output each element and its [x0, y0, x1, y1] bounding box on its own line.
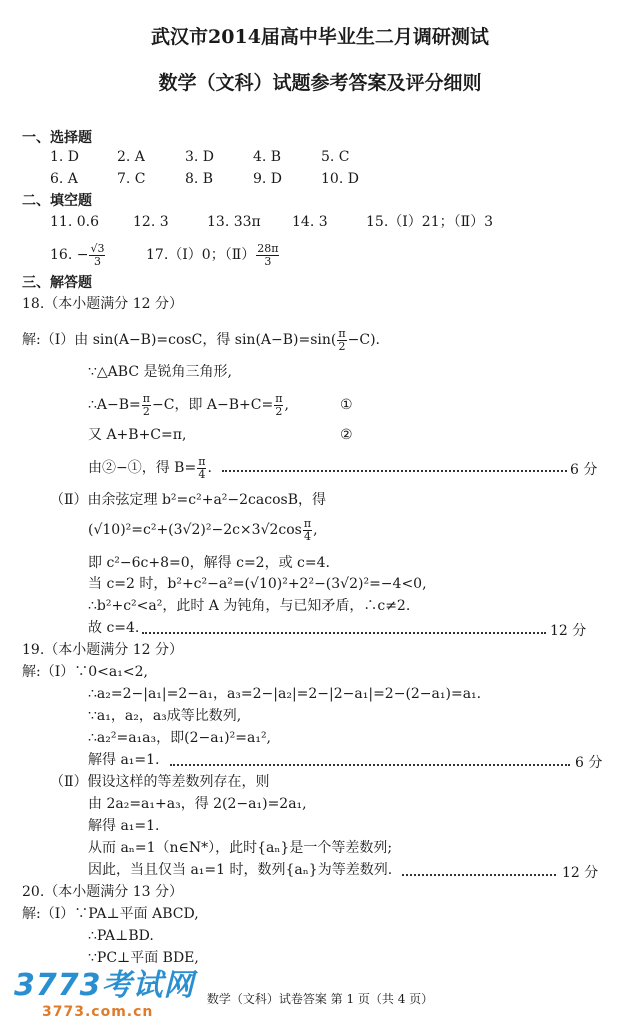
- fill-answer: 13. 33π: [207, 214, 261, 230]
- choice-answer: 7. C: [117, 171, 146, 187]
- score-leader-dots: [170, 764, 570, 766]
- fill-answer: 15.（Ⅰ）21；（Ⅱ）3: [366, 214, 494, 230]
- q19-line: 解得 a₁=1.: [88, 818, 160, 834]
- q20-line: ∵PC⊥平面 BDE,: [88, 950, 199, 966]
- q19-line: 解:（Ⅰ）∵0<a₁<2,: [22, 664, 148, 680]
- question-20-heading: 20.（本小题满分 13 分）: [22, 884, 183, 900]
- q18-line: 当 c=2 时，b²+c²−a²=(√10)²+2²−(3√2)²=−4<0,: [88, 576, 427, 592]
- q19-line: （Ⅱ）假设这样的等差数列存在，则: [50, 774, 270, 790]
- score-leader-dots: [222, 470, 567, 472]
- q20-line: 解:（Ⅰ）∵PA⊥平面 ABCD,: [22, 906, 199, 922]
- fill-answer: 11. 0.6: [50, 214, 99, 230]
- q20-line: ∴PA⊥BD.: [88, 928, 154, 944]
- page-subtitle: 数学（文科）试题参考答案及评分细则: [158, 72, 482, 94]
- section-heading-fill: 二、填空题: [22, 193, 92, 209]
- logo-url: 3773.com.cn: [42, 1004, 154, 1020]
- q18-line: ∴b²+c²<a²，此时 A 为钝角，与已知矛盾，∴c≠2.: [88, 598, 411, 614]
- q18-line: （Ⅱ）由余弦定理 b²=c²+a²−2cacosB，得: [50, 492, 326, 508]
- fill-answer-16: [50, 240, 106, 270]
- fill-16-label: 16. −: [50, 247, 89, 263]
- choice-answer: 10. D: [321, 171, 359, 187]
- question-19-heading: 19.（本小题满分 12 分）: [22, 642, 183, 658]
- score-12: 12 分: [562, 865, 599, 881]
- question-18-heading: 18.（本小题满分 12 分）: [22, 296, 183, 312]
- equation-marker-1: ①: [340, 397, 353, 413]
- score-6: 6 分: [570, 462, 598, 478]
- fill-answer: 12. 3: [133, 214, 169, 230]
- q18-line: ∴A−B= $\frac{\pi}{2}$ −C，即 A−B+C= $\frac{\pi}{2}$ ,: [88, 391, 289, 418]
- score-12: 12 分: [550, 623, 587, 639]
- choice-answer: 4. B: [253, 149, 282, 165]
- q19-line: 从而 aₙ=1（n∈N*），此时{aₙ}是一个等差数列;: [88, 840, 393, 856]
- page-title: 武汉市2014届高中毕业生二月调研测试: [151, 26, 489, 48]
- q19-line: 解得 a₁=1.: [88, 752, 160, 768]
- q18-line: ∵△ABC 是锐角三角形,: [88, 364, 232, 380]
- score-leader-dots: [142, 632, 546, 634]
- q19-line: ∵a₁，a₂，a₃成等比数列,: [88, 708, 242, 724]
- section-heading-solve: 三、解答题: [22, 275, 92, 291]
- page-footer: 数学（文科）试卷答案 第 1 页（共 4 页）: [206, 992, 434, 1006]
- score-leader-dots: [402, 874, 556, 876]
- q18-line: 解:（Ⅰ）由 sin(A−B)=cosC，得 sin(A−B)=sin( $\frac{\pi}{2}$ −C).: [22, 326, 380, 353]
- logo-wordmark: 3773考试网: [14, 968, 195, 1003]
- q18-line: (√10)²=c²+(3√2)²−2c×3√2cos $\frac{\pi}{4}$ ,: [88, 516, 318, 543]
- fraction-denominator: 3: [264, 254, 272, 268]
- choice-answer: 2. A: [117, 149, 145, 165]
- choice-answer: 1. D: [50, 149, 80, 165]
- equation-marker-2: ②: [340, 427, 353, 443]
- fraction-denominator: 3: [93, 254, 101, 268]
- q19-line: ∴a₂²=a₁a₃，即(2−a₁)²=a₁²,: [88, 730, 272, 746]
- fraction-numerator: √3: [90, 241, 105, 255]
- fill-answer-17: [146, 240, 280, 270]
- q19-line: ∴a₂=2−|a₁|=2−a₁，a₃=2−|a₂|=2−|2−a₁|=2−(2−a₁)=a₁.: [88, 686, 482, 702]
- q19-line: 由 2a₂=a₁+a₃，得 2(2−a₁)=2a₁,: [88, 796, 307, 812]
- choice-answer: 8. B: [185, 171, 214, 187]
- fraction-numerator: 28π: [257, 241, 279, 255]
- q18-line: 即 c²−6c+8=0，解得 c=2，或 c=4.: [88, 555, 330, 571]
- q18-line: 又 A+B+C=π,: [88, 427, 187, 443]
- score-6: 6 分: [575, 755, 603, 771]
- fill-17-label: 17.（Ⅰ）0；（Ⅱ）: [146, 247, 256, 263]
- q18-line: 故 c=4.: [88, 620, 140, 636]
- q19-line: 因此，当且仅当 a₁=1 时，数列{aₙ}为等差数列.: [88, 862, 393, 878]
- q18-line: 由②−①，得 B= $\frac{\pi}{4}$ .: [88, 454, 212, 481]
- choice-answer: 9. D: [253, 171, 283, 187]
- choice-answer: 6. A: [50, 171, 78, 187]
- choice-answer: 3. D: [185, 149, 215, 165]
- choice-answer: 5. C: [321, 149, 350, 165]
- fill-answer: 14. 3: [292, 214, 328, 230]
- section-heading-choice: 一、选择题: [22, 130, 92, 146]
